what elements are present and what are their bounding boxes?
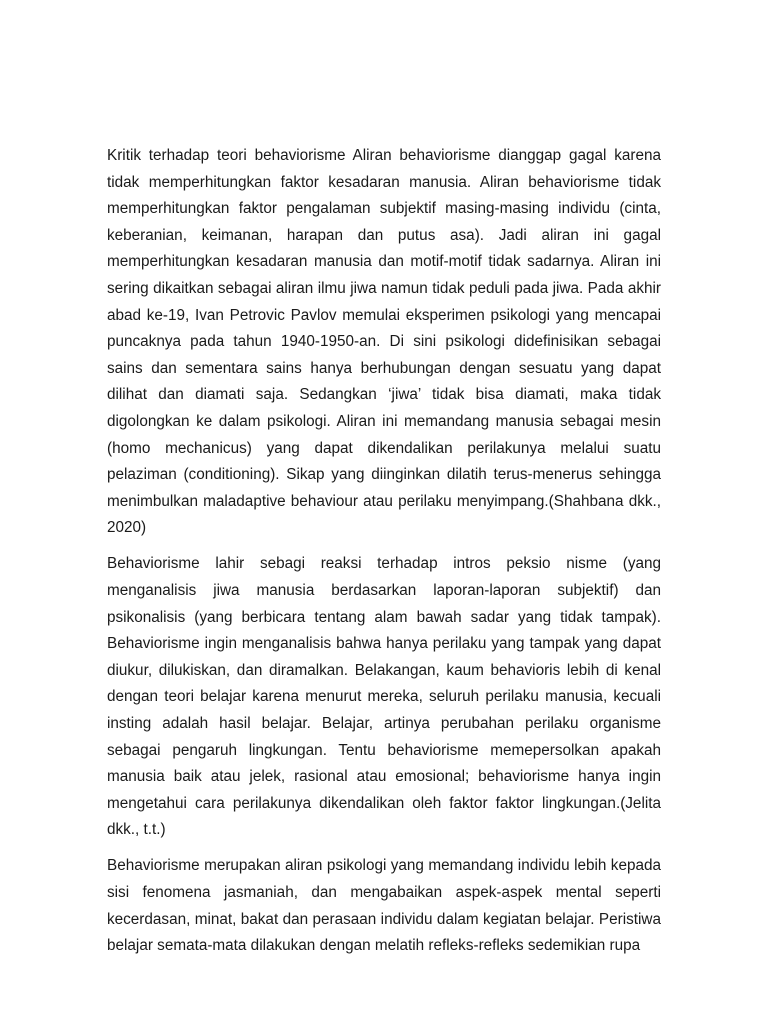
document-body (107, 143, 661, 969)
paragraph-1: Kritik terhadap teori behaviorisme Aliran behaviorisme dianggap gagal karena tidak memperhitungkan faktor kesadaran manusia. Aliran behaviorisme tidak memperhitungkan faktor pengalaman subjektif masing-masing individu (cinta, keberanian, keimanan, harapan dan putus asa). Jadi aliran ini gagal memperhitungkan kesadaran manusia dan motif-motif tidak sadarnya. Aliran ini sering dikaitkan sebagai aliran ilmu jiwa namun tidak peduli pada jiwa. Pada akhir abad ke-19, Ivan Petrovic Pavlov memulai eksperimen psikologi yang mencapai puncaknya pada tahun 1940-1950-an. Di sini psikologi didefinisikan sebagai sains dan sementara sains hanya berhubungan dengan sesuatu yang dapat dilihat dan diamati saja. Sedangkan ‘jiwa’ tidak bisa diamati, maka tidak digolongkan ke dalam psikologi. Aliran ini memandang manusia sebagai mesin (homo mechanicus) yang dapat dikendalikan perilakunya melalui suatu pelaziman (conditioning). Sikap yang diinginkan dilatih terus-menerus sehingga menimbulkan maladaptive behaviour atau perilaku menyimpang.(Shahbana dkk., 2020) (107, 147, 661, 537)
paragraph-2: Behaviorisme lahir sebagi reaksi terhadap intros peksio nisme (yang menganalisis jiwa manusia berdasarkan laporan-laporan subjektif) dan psikonalisis (yang berbicara tentang alam bawah sadar yang tidak tampak). Behaviorisme ingin menganalisis bahwa hanya perilaku yang tampak yang dapat diukur, dilukiskan, dan diramalkan. Belakangan, kaum behavioris lebih di kenal dengan teori belajar karena menurut mereka, seluruh perilaku manusia, kecuali insting adalah hasil belajar. Belajar, artinya perubahan perilaku organisme sebagai pengaruh lingkungan. Tentu behaviorisme memepersolkan apakah manusia baik atau jelek, rasional atau emosional; behaviorisme hanya ingin mengetahui cara perilakunya dikendalikan oleh faktor faktor lingkungan.(Jelita dkk., t.t.) (107, 555, 661, 839)
paragraph-3: Behaviorisme merupakan aliran psikologi yang memandang individu lebih kepada sisi fenomena jasmaniah, dan mengabaikan aspek-aspek mental seperti kecerdasan, minat, bakat dan perasaan individu dalam kegiatan belajar. Peristiwa belajar semata-mata dilakukan dengan melatih refleks-refleks sedemikian rupa (107, 857, 661, 955)
